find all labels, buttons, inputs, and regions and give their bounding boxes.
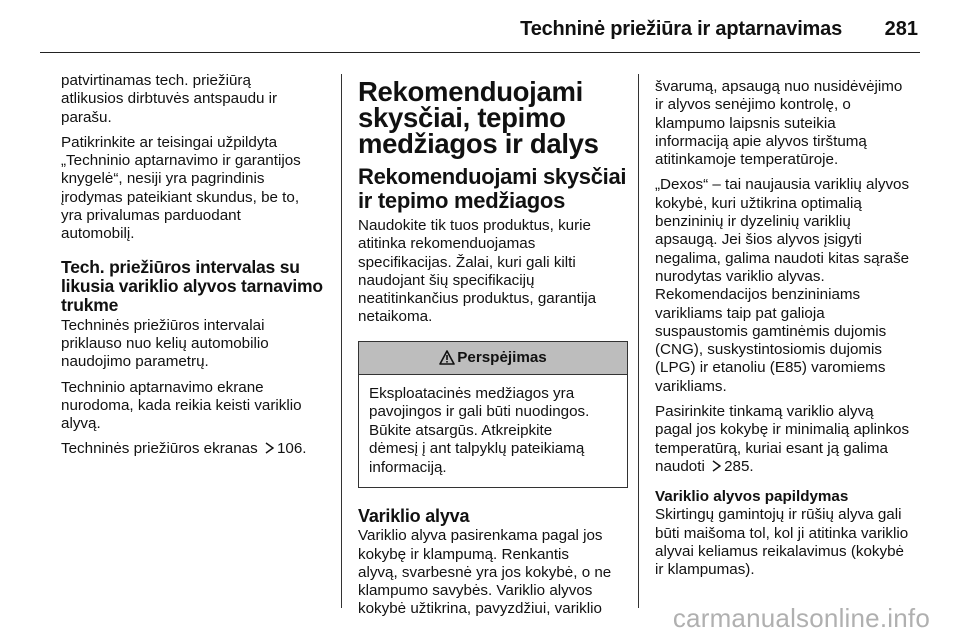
text-line: neatitinkančius produktus, garantija (358, 290, 597, 308)
text-line: (LPG) ir etanoliu (E85) varomiems (655, 359, 886, 377)
section-heading (358, 165, 630, 213)
text-line: suspaustomis gamtinėmis dujomis (655, 322, 887, 340)
text-line: Naudokite tik tuos produktus, kurie (358, 217, 591, 234)
warning-header (359, 342, 627, 375)
column-3 (655, 78, 925, 586)
text-line: kokybę ir klampumą. Renkantis (358, 545, 570, 563)
text-line: ir klampumas). (655, 561, 755, 579)
warning-triangle-icon (439, 350, 455, 365)
text-line: Skirtingų gamintojų ir rūšių alyva gali (655, 506, 902, 524)
text-line: priklauso nuo kelių automobilio (61, 334, 269, 352)
text-line: likusia variklio alyvos tarnavimo (61, 275, 323, 296)
text-line: ir tepimo medžiagos (358, 188, 566, 213)
text-line: Rekomendacijos benzininiams (655, 286, 861, 304)
text-line: patvirtinamas tech. priežiūrą (61, 72, 251, 89)
text-line: benzininių ir dyzelinių variklių (655, 213, 851, 231)
paragraph-lines (655, 403, 925, 458)
text-line: nurodytas variklio alyvas. (655, 267, 825, 285)
text-line: įrodymas pateikiant skundus, be to, (61, 188, 300, 206)
subsection-heading (61, 258, 333, 315)
text-line: dėmesį į ant talpyklų pateikiamą (369, 440, 585, 458)
page-header (0, 0, 960, 52)
text-line: naudojant šių specifikacijų (358, 271, 535, 289)
text-line: yra privalumas parduodant (61, 207, 241, 225)
text-line: kokybė užtikrina, pavyzdžiui, variklio (358, 600, 602, 618)
paragraph (655, 176, 925, 396)
text-line: varikliams. (655, 377, 727, 395)
text-line: alyvą. (61, 415, 101, 433)
paragraph-text: naudoti (655, 457, 705, 475)
text-line: informaciją apie alyvos tirštumą (655, 132, 867, 150)
text-line: pagal jos kokybę ir minimalią aplinkos (655, 421, 910, 439)
minor-heading: Variklio alyvos papildymas (655, 488, 849, 506)
paragraph (61, 379, 333, 434)
text-line: knygelė“, nesiji yra pagrindinis (61, 170, 265, 188)
text-line: Rekomenduojami skysčiai (358, 164, 627, 189)
text-line: Variklio alyva pasirenkama pagal jos (358, 527, 603, 545)
warning-box (358, 341, 628, 489)
chapter-heading (358, 76, 630, 159)
paragraph-text: Techninės priežiūros ekranas (61, 440, 258, 458)
text-line: varikliams taip pat galioja (655, 304, 825, 322)
text-line: negalima, galima naudoti kitas sąraše (655, 249, 910, 267)
text-line: apsaugą. Jei šios alyvos įsigyti (655, 231, 862, 249)
text-line: alyvą, svarbesnė yra jos kokybė, o ne (358, 563, 612, 581)
paragraph (358, 217, 630, 327)
text-line: atitinka rekomenduojamas (358, 235, 536, 253)
paragraph (61, 134, 333, 244)
text-line: Eksploatacinės medžiagos yra (369, 384, 575, 402)
text-line: Techninės priežiūros intervalai (61, 316, 265, 334)
text-line: parašu. (61, 108, 112, 126)
text-line: nurodoma, kada reikia keisti variklio (61, 396, 302, 414)
paragraph (655, 403, 925, 476)
column-divider-2 (638, 74, 639, 608)
page-reference[interactable]: 106. (276, 440, 307, 458)
text-line: automobilį. (61, 225, 135, 243)
text-line: alyvai keliamus reikalavimus (kokybė (655, 542, 904, 560)
text-line: (CNG), suskystintosiomis dujomis (655, 341, 883, 359)
text-line: klampumo laipsnis suteikia (655, 114, 836, 132)
text-line: Rekomenduojami (358, 76, 584, 107)
text-line: Pasirinkite tinkamą variklio alyvą (655, 403, 874, 421)
text-line: Būkite atsargūs. Atkreipkite (369, 421, 553, 439)
warning-text (359, 375, 627, 488)
header-divider (40, 52, 920, 53)
text-line: „Dexos“ – tai naujausia variklių alyvos (655, 176, 910, 194)
text-line: specifikacijas. Žalai, kuri gali kilti (358, 253, 576, 271)
text-line: medžiagos ir dalys (358, 128, 599, 159)
page-number: 281 (884, 18, 918, 40)
subsection-heading: Variklio alyva (358, 506, 470, 527)
page-reference-arrow-icon (264, 442, 275, 454)
text-line: temperatūrą, kuriai esant ją galima (655, 439, 888, 457)
text-line: švarumą, apsaugą nuo nusidėvėjimo (655, 78, 903, 95)
text-line: trukme (61, 294, 119, 315)
paragraph (358, 527, 630, 618)
text-line: būti maišoma tol, kol ji atitinka variklio (655, 524, 909, 542)
page-reference[interactable]: 285. (724, 457, 754, 475)
text-line: ir alyvos senėjimo kontrolę, o (655, 96, 851, 114)
text-line: naudojimo parametrų. (61, 353, 209, 371)
paragraph (655, 78, 925, 169)
paragraph (61, 72, 333, 127)
column-1 (61, 72, 333, 466)
warning-title: Perspėjimas (457, 348, 547, 366)
text-line: atitinkamoje temperatūroje. (655, 151, 839, 169)
text-line: Tech. priežiūros intervalas su (61, 256, 300, 277)
text-line: „Techninio aptarnavimo ir garantijos (61, 152, 301, 170)
text-line: klampumo savybės. Variklio alyvos (358, 582, 593, 600)
paragraph (655, 506, 925, 579)
text-line: Techninio aptarnavimo ekrane (61, 378, 264, 396)
text-line: skysčiai, tepimo (358, 102, 566, 133)
text-line: atlikusios dirbtuvės antspaudu ir (61, 90, 278, 108)
text-line: kokybė, kuri užtikrina optimalią (655, 194, 862, 212)
page-reference-arrow-icon (711, 460, 722, 472)
paragraph (61, 317, 333, 372)
watermark: carmanualsonline.info (672, 603, 930, 633)
text-line: informaciją. (369, 458, 447, 476)
column-2 (358, 76, 630, 626)
section-title: Techninė priežiūra ir aptarnavimas (520, 18, 842, 40)
text-line: netaikoma. (358, 308, 433, 326)
paragraph (61, 440, 333, 458)
column-divider-1 (341, 74, 342, 608)
text-line: pavojingos ir gali būti nuodingos. (369, 403, 590, 421)
text-line: Patikrinkite ar teisingai užpildyta (61, 133, 278, 151)
